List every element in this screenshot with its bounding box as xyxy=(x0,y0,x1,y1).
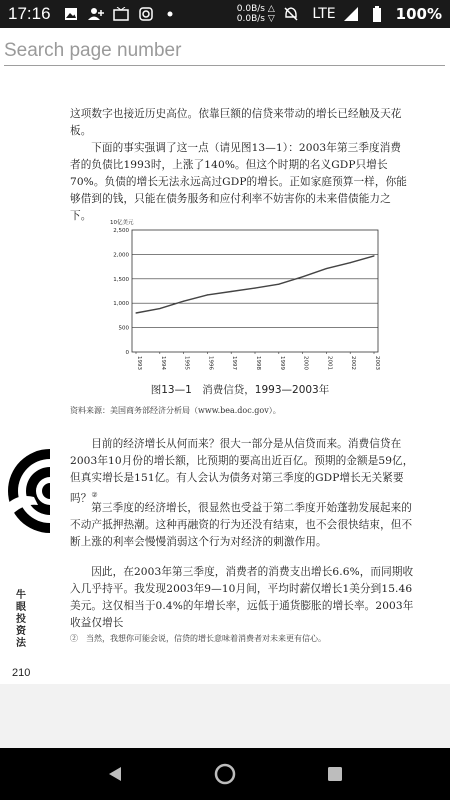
clock: 17:16 xyxy=(8,4,51,23)
chart-xtick-label: 2002 xyxy=(350,356,357,370)
consumer-credit-chart xyxy=(100,216,390,381)
instagram-icon xyxy=(135,5,156,23)
network-speed: 0.0B/s △ 0.0B/s ▽ xyxy=(236,4,275,24)
chart-xtick-label: 1996 xyxy=(207,356,214,370)
book-title: 牛眼投资法 xyxy=(16,590,26,649)
chart-point xyxy=(207,294,208,295)
chart-ytick-label: 1,000 xyxy=(113,301,129,308)
footnote: ② 当然，我想你可能会说，信贷的增长意味着消费者对未来更有信心。 xyxy=(70,634,326,643)
chart-point xyxy=(254,287,255,288)
chart-point xyxy=(135,312,136,313)
recents-square-icon xyxy=(326,765,344,783)
chart-xtick-label: 2003 xyxy=(374,356,380,370)
chart-xtick-label: 2001 xyxy=(326,356,333,370)
chart-point xyxy=(326,268,327,269)
signal-icon xyxy=(340,5,362,23)
person-add-icon xyxy=(85,5,106,23)
chart-point xyxy=(373,255,374,256)
figure-source: 资料来源：美国商务部经济分析局（www.bea.doc.gov）。 xyxy=(70,406,281,415)
chart-point xyxy=(183,301,184,302)
paragraph-4: 第三季度的经济增长，很显然也受益于第二季度开始蓬勃发展起来的不动产抵押热潮。这种再融资的行为还没有结束，也不会很快结束，但不断上涨的利率会慢慢消弱这个行为对经济的刺激作用。 xyxy=(70,502,413,548)
battery-icon xyxy=(366,5,388,23)
chart-ytick-label: 500 xyxy=(118,325,129,332)
dot-icon xyxy=(160,5,181,23)
chart-point xyxy=(159,308,160,309)
chart-point xyxy=(302,276,303,277)
book-page[interactable] xyxy=(0,70,450,684)
chart-ylabel: 10亿美元 xyxy=(110,220,134,226)
home-button[interactable] xyxy=(211,760,239,788)
chart-point xyxy=(278,284,279,285)
chart-point xyxy=(231,291,232,292)
tv-icon xyxy=(110,5,131,23)
chart-xtick-label: 1993 xyxy=(136,356,142,370)
search-bar xyxy=(0,28,450,70)
chart-point xyxy=(350,262,351,263)
figure-caption: 图13—1 消费信贷，1993—2003年 xyxy=(150,384,330,396)
status-bar xyxy=(0,0,450,28)
home-circle-icon xyxy=(214,763,236,785)
chart-ytick-label: 0 xyxy=(125,350,129,356)
navigation-bar xyxy=(0,748,450,800)
chart-xtick-label: 1998 xyxy=(255,356,261,370)
paragraph-1: 这项数字也接近历史高位。依靠巨额的信贷来带动的增长已经触及天花板。 xyxy=(70,108,402,137)
chart-xtick-label: 1999 xyxy=(278,356,285,370)
back-button[interactable] xyxy=(101,760,129,788)
chart-xtick-label: 1994 xyxy=(159,356,166,370)
bulls-eye-logo-icon xyxy=(4,445,50,537)
chart-ytick-label: 2,000 xyxy=(113,252,129,259)
chart-series-line xyxy=(136,256,374,313)
chart-ytick-label: 1,500 xyxy=(113,276,129,283)
chart-frame xyxy=(132,230,378,352)
chart-xtick-label: 1995 xyxy=(183,356,190,370)
paragraph-5: 因此，在2003年第三季度，消费者的消费支出增长6.6%，而同期收入几乎持平。我发现2003年9—10月间，平均时薪仅增长1美分到15.46美元。这仅相当于0.4%的年增长率，远低于通货膨胀的增长率。2003年收益仅增长 xyxy=(70,566,414,629)
chart-ytick-label: 2,500 xyxy=(113,228,129,234)
paragraph-2: 下面的事实强调了这一点（请见图13—1）：2003年第三季度消费者的负债比1993时，上涨了140%。但这个时期的名义GDP只增长70%。负债的增长无法永远高过GDP的增长。正如家庭预算一样，你能够借到的钱，只能在债务服务和应付利率不妨害你的未来借债能力之下。 xyxy=(70,142,407,222)
network-type: LTE xyxy=(312,6,336,22)
battery-level: 100% xyxy=(395,5,442,23)
mute-icon xyxy=(280,5,302,23)
footnote-marker: ② xyxy=(91,491,98,499)
chart-xtick-label: 1997 xyxy=(231,356,238,370)
chart-xtick-label: 2000 xyxy=(302,356,309,370)
reader-background xyxy=(0,684,450,748)
page-number-search-input[interactable] xyxy=(4,36,445,66)
paragraph-3: 目前的经济增长从何而来？很大一部分是从信贷而来。消费信贷在2003年10月份的增长额，比预期的要高出近百亿。预期的金额是59亿，但真实增长是151亿。有人会认为债务对第三季度的GDP增长无关紧要吗？② xyxy=(70,438,414,505)
image-icon xyxy=(61,5,82,23)
page-number: 210 xyxy=(12,667,31,679)
chart-svg xyxy=(100,216,390,381)
recents-button[interactable] xyxy=(321,760,349,788)
back-triangle-icon xyxy=(106,765,124,783)
